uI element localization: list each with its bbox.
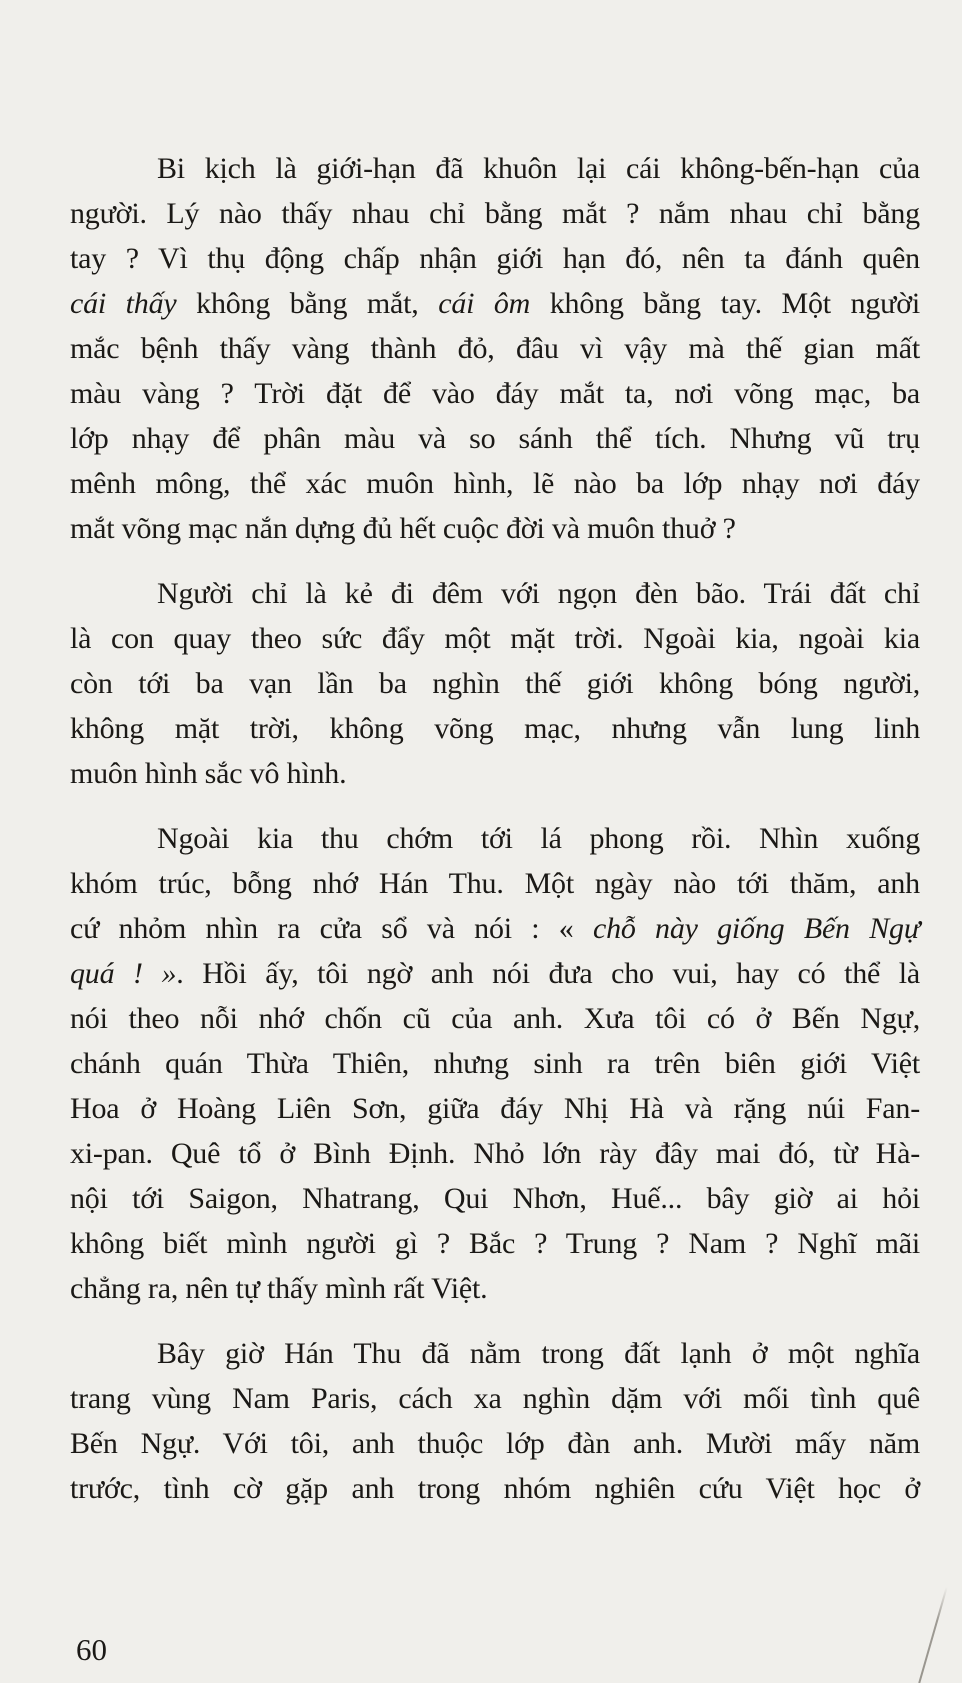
text-line xyxy=(70,326,920,371)
italic-run: quá ! » xyxy=(70,957,177,990)
text-line xyxy=(70,371,920,416)
text-run: còn tới ba vạn lần ba nghìn thế giới không bóng người, xyxy=(70,667,920,700)
text-run: nội tới Saigon, Nhatrang, Qui Nhơn, Huế... bây giờ ai hỏi xyxy=(70,1182,920,1215)
text-line xyxy=(70,1086,920,1131)
text-run: tay ? Vì thụ động chấp nhận giới hạn đó, nên ta đánh quên xyxy=(70,242,920,275)
text-run: Hoa ở Hoàng Liên Sơn, giữa đáy Nhị Hà và rặng núi Fan- xyxy=(70,1092,920,1125)
text-run: mênh mông, thể xác muôn hình, lẽ nào ba lớp nhạy nơi đáy xyxy=(70,467,920,500)
paragraph xyxy=(70,1331,920,1511)
text-line xyxy=(70,906,920,951)
scan-artifact-line xyxy=(918,1587,947,1683)
text-line xyxy=(70,1131,920,1176)
italic-run: cái ôm xyxy=(438,287,531,320)
text-line xyxy=(70,281,920,326)
text-run: chánh quán Thừa Thiên, nhưng sinh ra trên biên giới Việt xyxy=(70,1047,920,1080)
text-line xyxy=(70,1421,920,1466)
text-line xyxy=(70,1266,920,1311)
text-run: Bi kịch là giới-hạn đã khuôn lại cái không-bến-hạn của xyxy=(157,152,920,185)
text-run: người. Lý nào thấy nhau chỉ bằng mắt ? nắm nhau chỉ bằng xyxy=(70,197,920,230)
text-run: muôn hình sắc vô hình. xyxy=(70,757,347,790)
italic-run: cái thấy xyxy=(70,287,177,320)
text-line xyxy=(70,146,920,191)
text-line xyxy=(70,1221,920,1266)
text-run: Bến Ngự. Với tôi, anh thuộc lớp đàn anh. Mười mấy năm xyxy=(70,1427,920,1460)
text-run: không mặt trời, không võng mạc, nhưng vẫn lung linh xyxy=(70,712,920,745)
text-line xyxy=(70,191,920,236)
text-run: cứ nhỏm nhìn ra cửa sổ và nói : « xyxy=(70,912,593,945)
page-number: 60 xyxy=(76,1632,107,1667)
text-run: nói theo nỗi nhớ chốn cũ của anh. Xưa tôi có ở Bến Ngự, xyxy=(70,1002,920,1035)
text-line xyxy=(70,616,920,661)
text-run: xi-pan. Quê tổ ở Bình Định. Nhỏ lớn rày đây mai đó, từ Hà- xyxy=(70,1137,920,1170)
text-run: . Hồi ấy, tôi ngờ anh nói đưa cho vui, hay có thể là xyxy=(176,957,921,990)
paragraph xyxy=(70,816,920,1311)
text-run: không bằng mắt, xyxy=(176,287,439,320)
text-run: lớp nhạy để phân màu và so sánh thể tích. Nhưng vũ trụ xyxy=(70,422,920,455)
text-line xyxy=(70,706,920,751)
text-line xyxy=(70,461,920,506)
text-line xyxy=(70,816,920,861)
italic-run: chỗ này giống Bến Ngự xyxy=(592,912,920,945)
text-line xyxy=(70,571,920,616)
text-run: không biết mình người gì ? Bắc ? Trung ? Nam ? Nghĩ mãi xyxy=(70,1227,920,1260)
text-line xyxy=(70,1176,920,1221)
text-line xyxy=(70,1466,920,1511)
text-run: khóm trúc, bỗng nhớ Hán Thu. Một ngày nào tới thăm, anh xyxy=(70,867,920,900)
text-line xyxy=(70,1376,920,1421)
text-line xyxy=(70,751,920,796)
text-line xyxy=(70,1041,920,1086)
text-run: màu vàng ? Trời đặt để vào đáy mắt ta, nơi võng mạc, ba xyxy=(70,377,920,410)
text-block xyxy=(70,146,920,1511)
paragraph xyxy=(70,146,920,551)
text-line xyxy=(70,661,920,706)
text-run: Người chỉ là kẻ đi đêm với ngọn đèn bão. Trái đất chỉ xyxy=(157,577,920,610)
text-run: trước, tình cờ gặp anh trong nhóm nghiên cứu Việt học ở xyxy=(70,1472,920,1505)
text-run: chẳng ra, nên tự thấy mình rất Việt. xyxy=(70,1272,488,1305)
text-run: không bằng tay. Một người xyxy=(530,287,921,320)
text-line xyxy=(70,1331,920,1376)
text-run: Ngoài kia thu chớm tới lá phong rồi. Nhìn xuống xyxy=(157,822,920,855)
text-line xyxy=(70,996,920,1041)
text-run: Bây giờ Hán Thu đã nằm trong đất lạnh ở một nghĩa xyxy=(157,1337,920,1370)
text-run: là con quay theo sức đẩy một mặt trời. Ngoài kia, ngoài kia xyxy=(70,622,920,655)
text-line xyxy=(70,951,920,996)
text-line xyxy=(70,861,920,906)
text-line xyxy=(70,236,920,281)
text-line xyxy=(70,416,920,461)
text-run: trang vùng Nam Paris, cách xa nghìn dặm với mối tình quê xyxy=(70,1382,920,1415)
text-run: mắt võng mạc nắn dựng đủ hết cuộc đời và muôn thuở ? xyxy=(70,512,736,545)
text-line xyxy=(70,506,920,551)
text-run: mắc bệnh thấy vàng thành đỏ, đâu vì vậy mà thế gian mất xyxy=(70,332,920,365)
paragraph xyxy=(70,571,920,796)
